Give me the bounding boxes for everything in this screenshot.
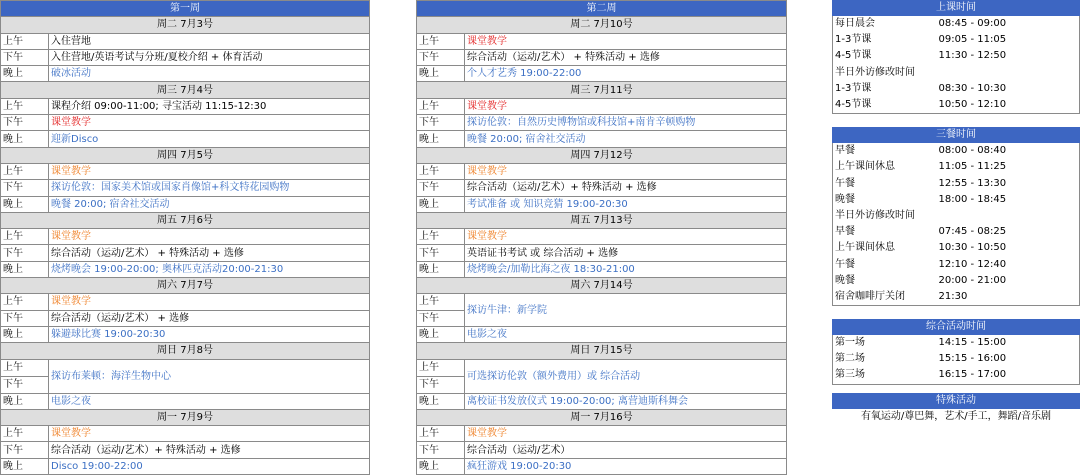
table-row [1,115,370,131]
period-label: 晚上 [1,261,49,277]
table-row [1,310,370,326]
activity-text: 迎新Disco [49,131,370,147]
time-value: 08:00 - 08:40 [937,143,1080,159]
week2-table [416,0,787,475]
period-label: 下午 [1,180,49,196]
week1-table [0,0,370,475]
activity-text: 课堂教学 [465,163,787,179]
activity-text: 课堂教学 [49,229,370,245]
activity-text: 课堂教学 [49,426,370,442]
time-label: 半日外访修改时间 [833,208,937,224]
time-label: 晚餐 [833,192,937,208]
day-header: 周五 7月13号 [417,212,787,228]
table-row [417,98,787,114]
table-row [417,115,787,131]
table-row [1,180,370,196]
table-row [1,326,370,342]
activity-text: 课堂教学 [49,115,370,131]
period-label: 上午 [1,163,49,179]
period-label: 上午 [1,98,49,114]
table-row [833,32,1080,48]
time-value: 21:30 [937,289,1080,306]
table-row [417,261,787,277]
time-value: 12:10 - 12:40 [937,256,1080,272]
day-header: 周三 7月11号 [417,82,787,98]
table-row [833,65,1080,81]
time-value: 11:05 - 11:25 [937,159,1080,175]
time-value: 20:00 - 21:00 [937,273,1080,289]
meal-times-table [832,127,1080,143]
activity-times-title: 综合活动时间 [832,319,1080,335]
period-label: 晚上 [417,458,465,474]
spacer [832,385,1080,393]
table-row [1,196,370,212]
period-label: 下午 [1,310,49,326]
time-value: 07:45 - 08:25 [937,224,1080,240]
table-row [1,458,370,474]
table-row [417,393,787,409]
week-title: 第二周 [417,1,787,17]
period-label: 晚上 [1,326,49,342]
spacer [832,306,1080,319]
period-label: 上午 [417,294,465,310]
period-label: 下午 [417,245,465,261]
merged-activity: 探访牛津：新学院 [465,294,787,327]
day-header: 周五 7月6号 [1,212,370,228]
period-label: 晚上 [1,196,49,212]
special-activities-text: 有氧运动/尊巴舞，艺术/手工，舞蹈/音乐剧 [860,410,1052,422]
table-row [833,16,1080,32]
table-row [833,240,1080,256]
table-row [417,33,787,49]
day-header: 周一 7月9号 [1,409,370,425]
activity-text: 电影之夜 [465,326,787,342]
day-header: 周三 7月4号 [1,82,370,98]
time-label: 4-5节课 [833,48,937,64]
time-value: 18:00 - 18:45 [937,192,1080,208]
activity-text: 课堂教学 [465,229,787,245]
table-row [833,335,1080,351]
activity-text: 躲避球比赛 19:00-20:30 [49,326,370,342]
activity-text: 综合活动（运动/艺术） + 特殊活动 + 选修 [465,49,787,65]
table-row [1,393,370,409]
period-label: 晚上 [1,131,49,147]
period-label: 晚上 [417,393,465,409]
activity-text: 入住营地 [49,33,370,49]
activity-text: 电影之夜 [49,393,370,409]
table-row [417,163,787,179]
activity-text: 烧烤晚会 19:00-20:00; 奥林匹克活动20:00-21:30 [49,261,370,277]
class-times-table [832,0,1080,16]
activity-text: 破冰活动 [49,66,370,82]
time-value [937,65,1080,81]
activity-text: 课堂教学 [49,294,370,310]
time-label: 第二场 [833,351,937,367]
activity-text: 综合活动（运动/艺术） + 选修 [49,310,370,326]
time-label: 早餐 [833,224,937,240]
table-row [1,49,370,65]
day-header: 周日 7月15号 [417,343,787,359]
activity-text: 烧烤晚会/加勒比海之夜 18:30-21:00 [465,261,787,277]
table-row [417,458,787,474]
activity-text: 个人才艺秀 19:00-22:00 [465,66,787,82]
period-label: 下午 [417,442,465,458]
activity-text: 综合活动（运动/艺术） [465,442,787,458]
period-label: 下午 [1,49,49,65]
table-row [833,97,1080,114]
time-label: 午餐 [833,256,937,272]
time-label: 4-5节课 [833,97,937,114]
table-row [1,163,370,179]
activity-text: 课堂教学 [49,163,370,179]
table-row [833,367,1080,384]
table-row [833,192,1080,208]
period-label: 晚上 [417,326,465,342]
activity-text: 课堂教学 [465,33,787,49]
activity-text: 综合活动（运动/艺术）+ 特殊活动 + 选修 [49,442,370,458]
time-label: 晚餐 [833,273,937,289]
table-row [1,294,370,310]
period-label: 上午 [1,229,49,245]
table-row [1,261,370,277]
period-label: 下午 [1,376,49,393]
period-label: 晚上 [417,196,465,212]
time-value: 12:55 - 13:30 [937,176,1080,192]
period-label: 下午 [1,442,49,458]
table-row [833,159,1080,175]
period-label: 上午 [1,33,49,49]
meal-times-title: 三餐时间 [832,127,1080,143]
table-row [417,426,787,442]
activity-text: 综合活动（运动/艺术） + 特殊活动 + 选修 [49,245,370,261]
period-label: 下午 [417,310,465,326]
activity-times-rows [832,335,1080,385]
time-label: 半日外访修改时间 [833,65,937,81]
period-label: 下午 [417,115,465,131]
time-label: 上午课间休息 [833,159,937,175]
period-label: 下午 [417,49,465,65]
class-times-rows [832,16,1080,114]
time-label: 宿舍咖啡厅关闭 [833,289,937,306]
activity-text: 探访伦敦：自然历史博物馆或科技馆+南肯辛顿购物 [465,115,787,131]
table-row [833,256,1080,272]
day-header: 周二 7月3号 [1,17,370,33]
day-header: 周二 7月10号 [417,17,787,33]
activity-text: 课程介绍 09:00-11:00; 寻宝活动 11:15-12:30 [49,98,370,114]
spacer [832,114,1080,127]
time-value: 10:30 - 10:50 [937,240,1080,256]
table-row [833,81,1080,97]
activity-text: 课堂教学 [465,98,787,114]
activity-text: 离校证书发放仪式 19:00-20:00; 离营迪斯科舞会 [465,393,787,409]
period-label: 晚上 [1,458,49,474]
activity-text: 探访伦敦：国家美术馆或国家肖像馆+科文特花园购物 [49,180,370,196]
table-row [1,33,370,49]
day-header: 周四 7月5号 [1,147,370,163]
activity-times-table [832,319,1080,335]
table-row [1,229,370,245]
time-value: 11:30 - 12:50 [937,48,1080,64]
time-value: 08:30 - 10:30 [937,81,1080,97]
day-header: 周一 7月16号 [417,409,787,425]
time-value: 10:50 - 12:10 [937,97,1080,114]
period-label: 晚上 [417,131,465,147]
special-activities-table [832,393,1080,425]
activity-text: 英语证书考试 或 综合活动 + 选修 [465,245,787,261]
table-row [1,442,370,458]
week-title: 第一周 [1,1,370,17]
time-label: 上午课间休息 [833,240,937,256]
table-row [417,294,787,310]
activity-text: 晚餐 20:00; 宿舍社交活动 [465,131,787,147]
period-label: 下午 [417,180,465,196]
table-row [833,143,1080,159]
activity-text: 入住营地/英语考试与分班/夏校介绍 + 体育活动 [49,49,370,65]
day-header: 周六 7月7号 [1,278,370,294]
activity-text: 综合活动（运动/艺术）+ 特殊活动 + 选修 [465,180,787,196]
merged-activity: 探访布莱顿：海洋生物中心 [49,359,370,393]
table-row [417,196,787,212]
period-label: 上午 [1,359,49,376]
class-times-title: 上课时间 [832,0,1080,16]
time-label: 1-3节课 [833,32,937,48]
time-label: 第三场 [833,367,937,384]
time-label: 每日晨会 [833,16,937,32]
table-row [417,359,787,376]
table-row [833,208,1080,224]
period-label: 上午 [417,163,465,179]
period-label: 晚上 [417,66,465,82]
table-row [417,66,787,82]
table-row [417,245,787,261]
time-label: 第一场 [833,335,937,351]
activity-text: Disco 19:00-22:00 [49,458,370,474]
times-panel [832,0,1080,425]
period-label: 上午 [417,33,465,49]
period-label: 上午 [417,229,465,245]
time-label: 1-3节课 [833,81,937,97]
table-row [1,131,370,147]
table-row [1,426,370,442]
activity-text: 考试准备 或 知识竞猜 19:00-20:30 [465,196,787,212]
table-row [833,48,1080,64]
week1-schedule [0,0,370,475]
period-label: 晚上 [1,66,49,82]
time-label: 早餐 [833,143,937,159]
table-row [1,66,370,82]
table-row [833,289,1080,306]
time-value: 08:45 - 09:00 [937,16,1080,32]
period-label: 上午 [417,426,465,442]
week2-schedule [416,0,787,475]
time-value [937,208,1080,224]
time-value: 15:15 - 16:00 [937,351,1080,367]
period-label: 上午 [1,294,49,310]
period-label: 下午 [417,376,465,393]
time-value: 09:05 - 11:05 [937,32,1080,48]
period-label: 上午 [1,426,49,442]
table-row [1,245,370,261]
period-label: 下午 [1,245,49,261]
table-row [833,176,1080,192]
day-header: 周四 7月12号 [417,147,787,163]
activity-text: 疯狂游戏 19:00-20:30 [465,458,787,474]
table-row [1,359,370,376]
activity-text: 晚餐 20:00; 宿舍社交活动 [49,196,370,212]
table-row [417,442,787,458]
table-row [417,49,787,65]
table-row [417,180,787,196]
table-row [833,351,1080,367]
period-label: 晚上 [1,393,49,409]
period-label: 上午 [417,359,465,376]
table-row [833,224,1080,240]
merged-activity: 可选探访伦敦（额外费用）或 综合活动 [465,359,787,393]
activity-text: 课堂教学 [465,426,787,442]
table-row [417,229,787,245]
meal-times-rows [832,143,1080,306]
special-activities-title: 特殊活动 [832,393,1080,409]
table-row [833,273,1080,289]
time-label: 午餐 [833,176,937,192]
table-row [1,98,370,114]
time-value: 16:15 - 17:00 [937,367,1080,384]
day-header: 周日 7月8号 [1,343,370,359]
day-header: 周六 7月14号 [417,278,787,294]
period-label: 下午 [1,115,49,131]
period-label: 晚上 [417,261,465,277]
table-row [417,131,787,147]
period-label: 上午 [417,98,465,114]
table-row [417,326,787,342]
time-value: 14:15 - 15:00 [937,335,1080,351]
